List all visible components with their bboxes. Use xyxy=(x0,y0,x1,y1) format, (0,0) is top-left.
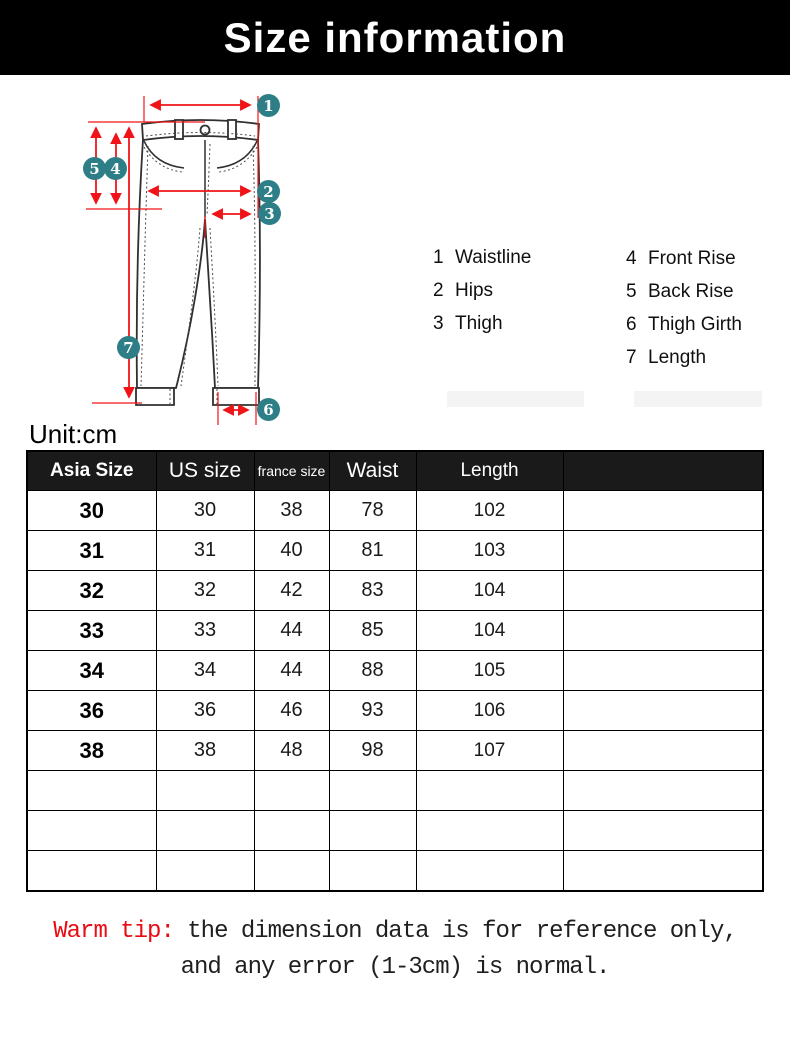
table-cell xyxy=(416,771,563,811)
table-cell xyxy=(563,611,763,651)
legend-number: 5 xyxy=(626,281,637,302)
table-cell xyxy=(27,811,156,851)
size-table-body xyxy=(27,491,763,892)
table-row xyxy=(27,531,763,571)
table-row xyxy=(27,491,763,531)
table-cell xyxy=(563,531,763,571)
legend-label: Thigh xyxy=(455,313,503,334)
table-cell: 85 xyxy=(329,611,416,651)
table-cell: 44 xyxy=(254,651,329,691)
header-asia-size: Asia Size xyxy=(27,451,156,491)
warm-tip-text1: the dimension data is for reference only, xyxy=(173,918,737,945)
table-cell xyxy=(156,811,254,851)
legend-number: 3 xyxy=(433,313,444,334)
table-cell: 32 xyxy=(156,571,254,611)
table-cell: 46 xyxy=(254,691,329,731)
table-cell xyxy=(563,851,763,892)
table-cell xyxy=(563,771,763,811)
table-cell xyxy=(27,851,156,892)
legend-right-column xyxy=(626,242,742,374)
legend-label: Waistline xyxy=(455,247,532,268)
table-cell: 104 xyxy=(416,611,563,651)
unit-label: Unit:cm xyxy=(29,419,118,449)
legend-label: Thigh Girth xyxy=(648,314,742,335)
legend-label: Back Rise xyxy=(648,281,734,302)
table-row xyxy=(27,611,763,651)
table-cell: 38 xyxy=(27,731,156,771)
legend-label: Hips xyxy=(455,280,494,301)
table-cell xyxy=(563,651,763,691)
table-cell xyxy=(329,851,416,892)
table-cell xyxy=(329,771,416,811)
table-cell: 104 xyxy=(416,571,563,611)
table-cell: 93 xyxy=(329,691,416,731)
table-row xyxy=(27,731,763,771)
table-cell xyxy=(156,771,254,811)
legend-left-column xyxy=(433,241,531,340)
legend-number: 2 xyxy=(433,280,444,301)
warm-tip-label: Warm tip: xyxy=(53,918,174,945)
legend-number: 7 xyxy=(626,347,637,368)
table-cell: 30 xyxy=(156,491,254,531)
table-cell: 44 xyxy=(254,611,329,651)
legend-label: Length xyxy=(648,347,707,368)
table-cell: 33 xyxy=(27,611,156,651)
table-cell: 30 xyxy=(27,491,156,531)
title-bar xyxy=(0,0,790,75)
table-cell: 48 xyxy=(254,731,329,771)
table-cell: 33 xyxy=(156,611,254,651)
table-cell xyxy=(27,771,156,811)
table-cell: 40 xyxy=(254,531,329,571)
marker-circle-4: 4 xyxy=(104,157,127,180)
table-cell: 88 xyxy=(329,651,416,691)
warm-tip-line1 xyxy=(0,914,790,950)
table-cell xyxy=(563,811,763,851)
table-cell: 36 xyxy=(156,691,254,731)
watermark-block xyxy=(634,391,762,407)
legend-label: Front Rise xyxy=(648,248,736,269)
marker-circle-7: 7 xyxy=(117,336,140,359)
table-cell: 42 xyxy=(254,571,329,611)
warm-tip-line2: and any error (1-3cm) is normal. xyxy=(180,954,610,981)
legend-item-hips xyxy=(433,274,531,307)
legend-item-back-rise xyxy=(626,275,742,308)
table-cell: 34 xyxy=(27,651,156,691)
table-row xyxy=(27,851,763,892)
table-cell: 98 xyxy=(329,731,416,771)
table-cell: 81 xyxy=(329,531,416,571)
marker-circle-5: 5 xyxy=(83,157,106,180)
legend-item-front-rise xyxy=(626,242,742,275)
legend-number: 1 xyxy=(433,247,444,268)
marker-circle-1: 1 xyxy=(257,94,280,117)
table-cell xyxy=(563,691,763,731)
header-waist: Waist xyxy=(329,451,416,491)
marker-circle-3: 3 xyxy=(258,202,281,225)
table-cell xyxy=(156,851,254,892)
table-cell xyxy=(563,491,763,531)
header-us-size: US size xyxy=(156,451,254,491)
marker-circle-6: 6 xyxy=(257,398,280,421)
table-cell: 102 xyxy=(416,491,563,531)
table-row xyxy=(27,571,763,611)
watermark-block xyxy=(447,391,584,407)
table-cell xyxy=(254,851,329,892)
table-cell: 78 xyxy=(329,491,416,531)
table-row xyxy=(27,691,763,731)
legend-item-length xyxy=(626,341,742,374)
table-row xyxy=(27,771,763,811)
table-cell xyxy=(254,811,329,851)
legend-number: 6 xyxy=(626,314,637,335)
table-cell: 32 xyxy=(27,571,156,611)
table-cell: 83 xyxy=(329,571,416,611)
size-table xyxy=(26,450,764,892)
table-cell: 103 xyxy=(416,531,563,571)
pants-outline xyxy=(136,120,260,405)
table-cell: 38 xyxy=(254,491,329,531)
table-cell xyxy=(329,811,416,851)
header-france-size: france size xyxy=(254,451,329,491)
marker-circle-2: 2 xyxy=(257,180,280,203)
header-length: Length xyxy=(416,451,563,491)
table-cell: 107 xyxy=(416,731,563,771)
legend-item-waistline xyxy=(433,241,531,274)
legend-item-thigh xyxy=(433,307,531,340)
table-cell xyxy=(254,771,329,811)
table-cell: 31 xyxy=(27,531,156,571)
table-cell xyxy=(416,811,563,851)
table-cell xyxy=(563,731,763,771)
table-cell: 36 xyxy=(27,691,156,731)
table-cell: 38 xyxy=(156,731,254,771)
table-row xyxy=(27,811,763,851)
table-cell xyxy=(416,851,563,892)
legend-number: 4 xyxy=(626,248,637,269)
table-cell: 105 xyxy=(416,651,563,691)
table-header-row xyxy=(27,451,763,491)
table-cell: 31 xyxy=(156,531,254,571)
table-row xyxy=(27,651,763,691)
table-cell: 34 xyxy=(156,651,254,691)
header-empty xyxy=(563,451,763,491)
legend-item-thigh-girth xyxy=(626,308,742,341)
table-cell: 106 xyxy=(416,691,563,731)
table-cell xyxy=(563,571,763,611)
page-title: Size information xyxy=(223,14,567,61)
warm-tip xyxy=(0,914,790,986)
